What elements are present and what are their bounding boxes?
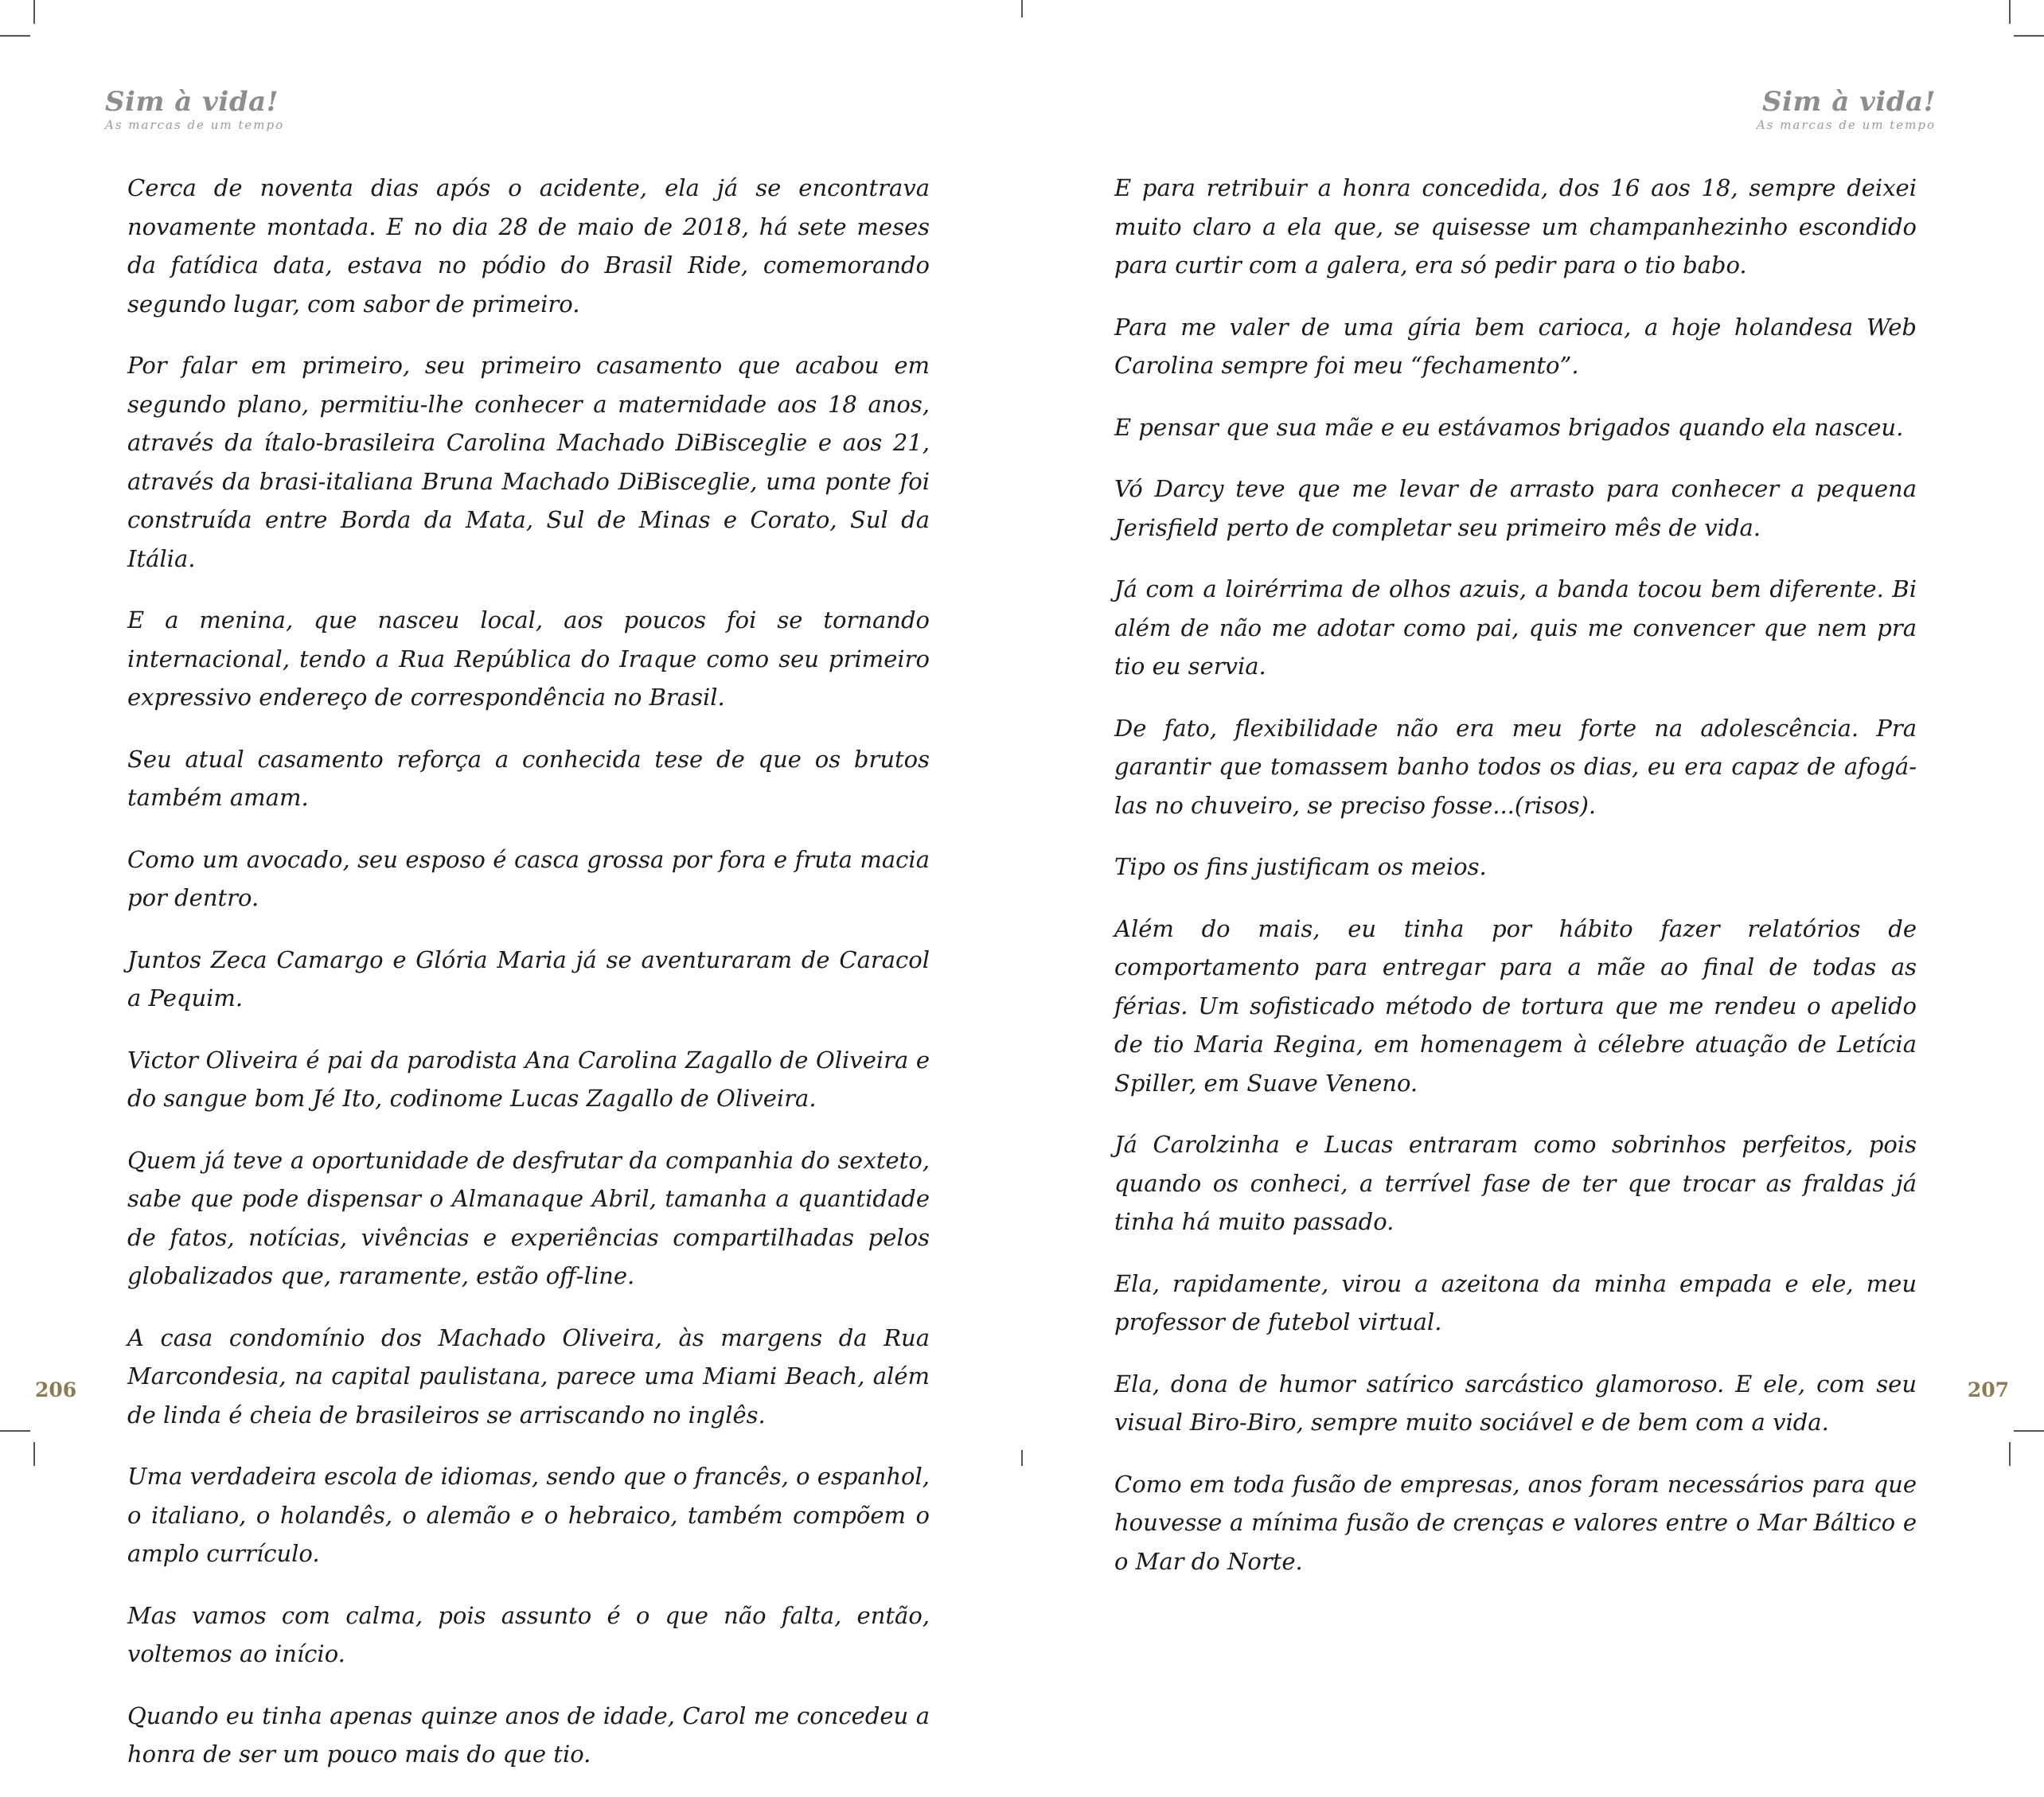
paragraph: Victor Oliveira é pai da parodista Ana Carolina Zagallo de Oliveira e do sangue bom Jé Ito, codinome Lucas Zagallo de Oliveira. xyxy=(127,1046,930,1112)
running-header xyxy=(1757,86,1936,132)
header-title: Sim à vida! xyxy=(105,86,279,118)
header-subtitle: As marcas de um tempo xyxy=(1756,118,1936,132)
paragraph: Já Carolzinha e Lucas entraram como sobrinhos perfeitos, pois quando os conheci, a terrível fase de ter que trocar as fraldas já tinha há muito passado. xyxy=(1114,1131,1917,1235)
paragraph: Já com a loirérrima de olhos azuis, a banda tocou bem diferente. Bi além de não me adotar como pai, quis me convencer que nem pra tio eu servia. xyxy=(1114,575,1917,680)
paragraph: E pensar que sua mãe e eu estávamos brigados quando ela nasceu. xyxy=(1114,413,1904,441)
paragraph: Como um avocado, seu esposo é casca grossa por fora e fruta macia por dentro. xyxy=(127,845,930,911)
running-header xyxy=(105,86,284,132)
paragraph: Mas vamos com calma, pois assunto é o que não falta, então, voltemos ao início. xyxy=(127,1601,930,1667)
paragraph: Vó Darcy teve que me levar de arrasto para conhecer a pequena Jerisfield perto de completar seu primeiro mês de vida. xyxy=(1114,475,1917,541)
paragraph: Tipo os fins justificam os meios. xyxy=(1114,853,1487,880)
right-page xyxy=(1022,0,2044,1575)
paragraph: E para retribuir a honra concedida, dos 16 aos 18, sempre deixei muito claro a ela que, se quisesse um champanhezinho escondido para curtir com a galera, era só pedir para o tio babo. xyxy=(1114,174,1917,279)
paragraph: Por falar em primeiro, seu primeiro casamento que acabou em segundo plano, permitiu-lhe conhecer a maternidade aos 18 anos, através da ítalo-brasileira Carolina Machado DiBisceglie e aos 21, através da brasi-italiana Bruna Machado DiBisceglie, uma ponte foi construída entre Borda da Mata, Sul de Minas e Corato, Sul da Itália. xyxy=(127,352,930,572)
paragraph: Além do mais, eu tinha por hábito fazer relatórios de comportamento para entregar para a mãe ao final de todas as férias. Um sofisticado método de tortura que me rendeu o apelido de tio Maria Regina, em homenagem à célebre atuação de Letícia Spiller, em Suave Veneno. xyxy=(1114,914,1917,1097)
paragraph: A casa condomínio dos Machado Oliveira, às margens da Rua Marcondesia, na capital paulistana, parece uma Miami Beach, além de linda é cheia de brasileiros se arriscando no inglês. xyxy=(127,1323,930,1429)
header-subtitle: As marcas de um tempo xyxy=(105,118,285,132)
paragraph: Juntos Zeca Camargo e Glória Maria já se aventuraram de Caracol a Pequim. xyxy=(127,945,930,1012)
paragraph: E a menina, que nasceu local, aos poucos foi se tornando internacional, tendo a Rua República do Iraque como seu primeiro expressivo endereço de correspondência no Brasil. xyxy=(127,606,930,711)
paragraph: Uma verdadeira escola de idiomas, sendo que o francês, o espanhol, o italiano, o holandês, o alemão e o hebraico, também compõem o amplo currículo. xyxy=(127,1463,930,1567)
page-body xyxy=(1114,169,1917,1604)
paragraph: Quando eu tinha apenas quinze anos de idade, Carol me concedeu a honra de ser um pouco mais do que tio. xyxy=(127,1701,930,1768)
page-number: 207 xyxy=(1967,1378,2009,1401)
paragraph: Ela, rapidamente, virou a azeitona da minha empada e ele, meu professor de futebol virtual. xyxy=(1114,1269,1917,1335)
left-page xyxy=(0,0,1022,1768)
paragraph: Cerca de noventa dias após o acidente, ela já se encontrava novamente montada. E no dia 28 de maio de 2018, há sete meses da fatídica data, estava no pódio do Brasil Ride, comemorando segundo lugar, com sabor de primeiro. xyxy=(127,174,930,318)
paragraph: Ela, dona de humor satírico sarcástico glamoroso. E ele, com seu visual Biro-Biro, sempre muito sociável e de bem com a vida. xyxy=(1114,1370,1917,1436)
paragraph: Como em toda fusão de empresas, anos foram necessários para que houvesse a mínima fusão de crenças e valores entre o Mar Báltico e o Mar do Norte. xyxy=(1114,1470,1917,1575)
page-body xyxy=(127,169,930,1797)
paragraph: De fato, flexibilidade não era meu forte na adolescência. Pra garantir que tomassem banho todos os dias, eu era capaz de afogá-las no chuveiro, se preciso fosse...(risos). xyxy=(1114,714,1917,819)
header-title: Sim à vida! xyxy=(1761,86,1936,118)
paragraph: Para me valer de uma gíria bem carioca, a hoje holandesa Web Carolina sempre foi meu “fechamento”. xyxy=(1114,313,1917,379)
paragraph: Quem já teve a oportunidade de desfrutar da companhia do sexteto, sabe que pode dispensar o Almanaque Abril, tamanha a quantidade de fatos, notícias, vivências e experiências compartilhadas pelos globalizados que, raramente, estão off-line. xyxy=(127,1146,930,1289)
page-number: 206 xyxy=(35,1378,77,1401)
paragraph: Seu atual casamento reforça a conhecida tese de que os brutos também amam. xyxy=(127,745,930,811)
